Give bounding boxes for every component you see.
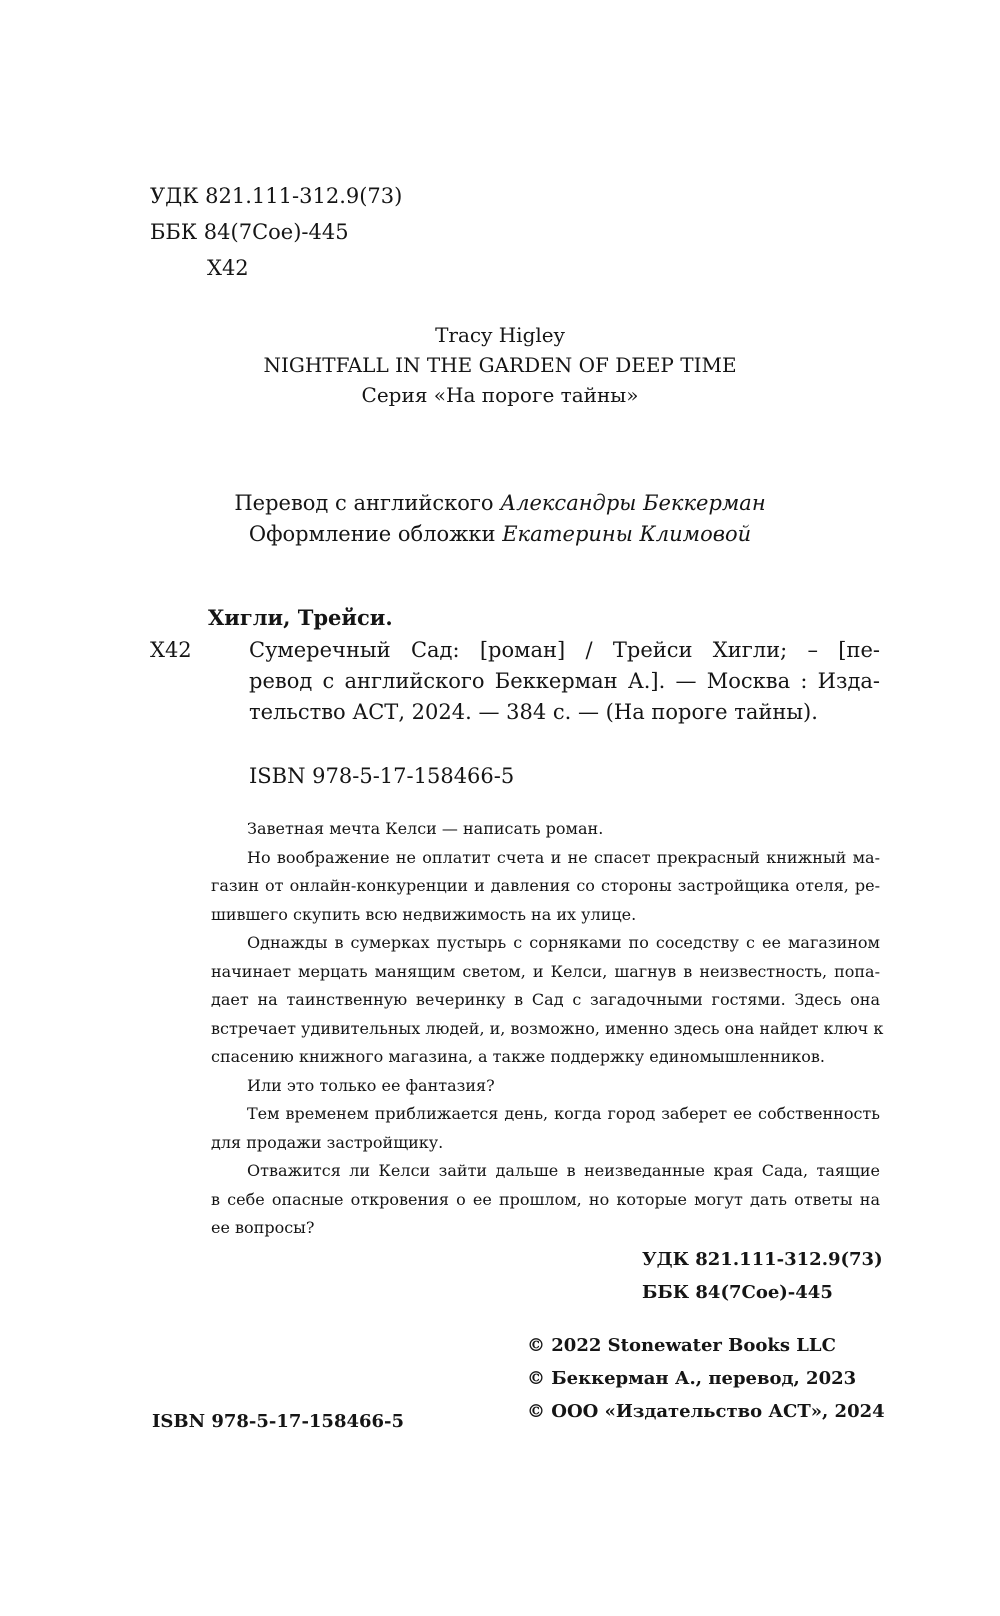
annotation-line: в себе опасные откровения о ее прошлом, но которые могут дать ответы на	[211, 1189, 880, 1209]
cover-prefix: Оформление обложки	[248, 522, 496, 546]
footer-bbk: ББК 84(7Сое)-445	[642, 1282, 833, 1303]
footer-isbn: ISBN 978-5-17-158466-5	[152, 1411, 405, 1432]
author-mark: Х42	[207, 256, 249, 280]
original-title: NIGHTFALL IN THE GARDEN OF DEEP TIME	[263, 353, 737, 377]
translator-name: Александры Беккерман	[500, 491, 766, 515]
translation-credit	[0, 488, 1000, 519]
bibliography-mark: Х42	[150, 638, 192, 662]
bibliography-line: Сумеречный Сад: [роман] / Трейси Хигли; – [пе-	[249, 638, 880, 662]
original-title-block	[0, 320, 1000, 410]
copyright-line: © 2022 Stonewater Books LLC	[527, 1335, 836, 1356]
cover-credit	[0, 519, 1000, 550]
annotation-line: Но воображение не оплатит счета и не спасет прекрасный книжный ма-	[247, 847, 880, 867]
annotation-line: спасению книжного магазина, а также поддержку единомышленников.	[211, 1047, 825, 1066]
bbk-code: ББК 84(7Сое)-445	[150, 220, 349, 244]
bibliography-description	[249, 635, 880, 728]
annotation-line: встречает удивительных людей, и, возможно, именно здесь она найдет ключ к	[211, 1018, 884, 1038]
annotation-line: Отважится ли Келси зайти дальше в неизведанные края Сада, таящие	[247, 1161, 880, 1180]
footer-udk: УДК 821.111-312.9(73)	[642, 1249, 883, 1270]
annotation-line: начинает мерцать манящим светом, и Келси, шагнув в неизвестность, попа-	[211, 961, 880, 981]
author-heading: Хигли, Трейси.	[208, 605, 393, 630]
annotation-line: газин от онлайн-конкуренции и давления со стороны застройщика отеля, ре-	[211, 876, 880, 895]
bibliography-line: ревод с английского Беккерман А.]. — Москва : Изда-	[249, 669, 880, 693]
copyright-line: © ООО «Издательство АСТ», 2024	[527, 1401, 885, 1422]
annotation-line: шившего скупить всю недвижимость на их улице.	[211, 904, 637, 924]
copyright-block	[527, 1329, 885, 1428]
bibliography-line: тельство АСТ, 2024. — 384 с. — (На пороге тайны).	[249, 700, 818, 724]
annotation-line: ее вопросы?	[211, 1218, 315, 1237]
series-name: Серия «На пороге тайны»	[361, 383, 639, 407]
annotation-line: Тем временем приближается день, когда город заберет ее собственность	[247, 1104, 880, 1123]
annotation-line: дает на таинственную вечеринку в Сад с загадочными гостями. Здесь она	[211, 990, 880, 1009]
annotation	[211, 815, 884, 1243]
isbn: ISBN 978-5-17-158466-5	[249, 764, 515, 788]
annotation-line: Однажды в сумерках пустырь с сорняками по соседству с ее магазином	[247, 933, 880, 952]
original-author: Tracy Higley	[435, 323, 565, 347]
cover-designer-name: Екатерины Климовой	[502, 522, 752, 546]
annotation-line: Или это только ее фантазия?	[247, 1075, 495, 1095]
copyright-line: © Беккерман А., перевод, 2023	[527, 1368, 857, 1389]
credits-block	[0, 488, 1000, 550]
annotation-line: для продажи застройщику.	[211, 1132, 444, 1152]
udk-code: УДК 821.111-312.9(73)	[150, 184, 403, 208]
translation-prefix: Перевод с английского	[234, 491, 494, 515]
annotation-line: Заветная мечта Келси — написать роман.	[247, 819, 604, 838]
footer-codes	[642, 1243, 883, 1309]
